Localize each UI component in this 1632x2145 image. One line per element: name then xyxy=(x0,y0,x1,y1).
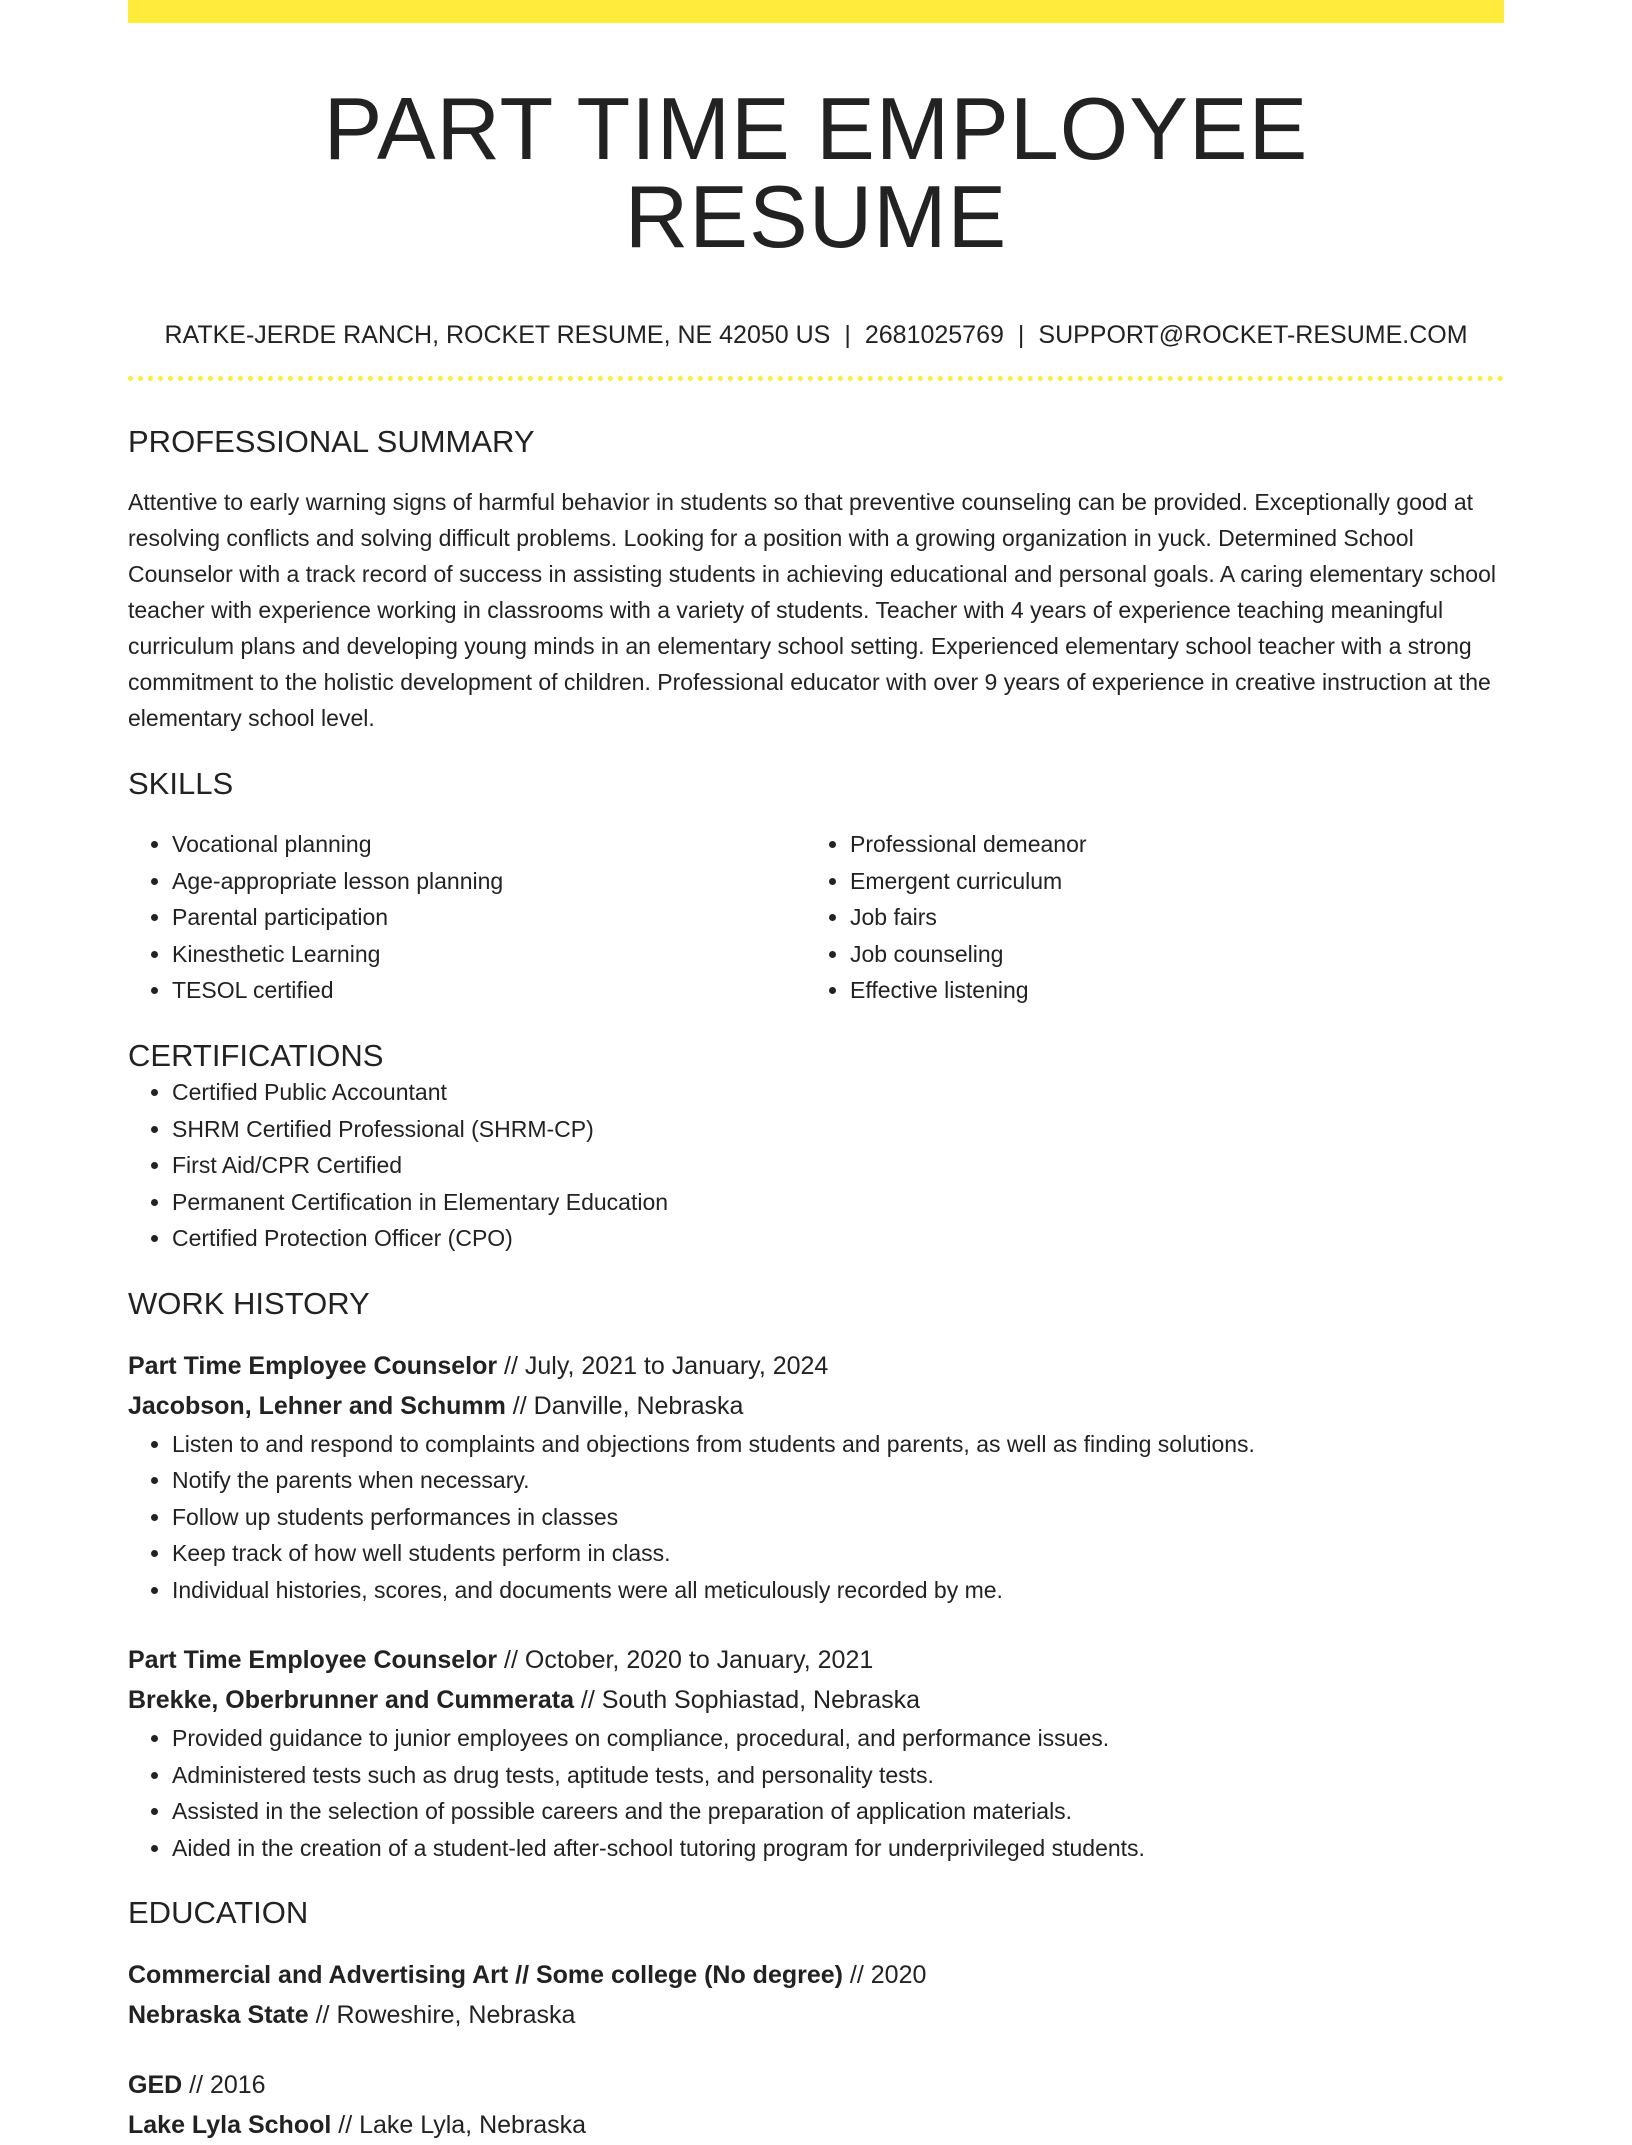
education-year: // 2020 xyxy=(842,1961,927,1990)
job-duty-item: • Keep track of how well students perform in class. xyxy=(172,1535,1504,1572)
job-duty-item: • Follow up students performances in classes xyxy=(172,1499,1504,1536)
job-title-line xyxy=(128,1640,1504,1680)
education-school-line xyxy=(128,2105,1504,2145)
contact-phone: 2681025769 xyxy=(864,321,1004,349)
job-title-line xyxy=(128,1346,1504,1386)
job-duties-list xyxy=(128,1720,1504,1866)
skill-item: • Kinesthetic Learning xyxy=(172,936,806,973)
job-duty-item: • Administered tests such as drug tests, aptitude tests, and personality tests. xyxy=(172,1757,1504,1794)
skill-item: • Parental participation xyxy=(172,899,806,936)
education-school-line xyxy=(128,1995,1504,2035)
job-company: Jacobson, Lehner and Schumm xyxy=(128,1391,506,1420)
skill-item: • Job counseling xyxy=(850,936,1484,973)
skill-item: • Emergent curriculum xyxy=(850,863,1484,900)
job-location: // South Sophiastad, Nebraska xyxy=(573,1686,921,1715)
job-duty-item: • Provided guidance to junior employees on compliance, procedural, and performance issues. xyxy=(172,1720,1504,1757)
certification-item: • Certified Protection Officer (CPO) xyxy=(172,1220,1504,1257)
certification-item: • First Aid/CPR Certified xyxy=(172,1147,1504,1184)
education-degree: GED xyxy=(128,2071,183,2100)
job-role: Part Time Employee Counselor xyxy=(128,1646,498,1675)
summary-heading: PROFESSIONAL SUMMARY xyxy=(128,424,535,459)
job-dates: // July, 2021 to January, 2024 xyxy=(497,1351,829,1380)
education-location: // Roweshire, Nebraska xyxy=(308,2001,576,2030)
contact-address: RATKE-JERDE RANCH, ROCKET RESUME, NE 42050 US xyxy=(164,321,831,349)
skill-item: • Effective listening xyxy=(850,972,1484,1009)
dotted-divider xyxy=(128,376,1504,381)
education-degree-line xyxy=(128,1955,1504,1995)
job-company: Brekke, Oberbrunner and Cummerata xyxy=(128,1686,574,1715)
education-school: Nebraska State xyxy=(128,2001,309,2030)
skills-heading: SKILLS xyxy=(128,766,234,802)
skills-columns xyxy=(128,826,1504,1009)
education-degree: Commercial and Advertising Art // Some college (No degree) xyxy=(128,1961,843,1990)
skill-item: • Professional demeanor xyxy=(850,826,1484,863)
job-role: Part Time Employee Counselor xyxy=(128,1351,498,1380)
education-year: // 2016 xyxy=(182,2071,266,2100)
education-degree-line xyxy=(128,2065,1504,2105)
contact-separator: | xyxy=(844,321,851,349)
resume-page xyxy=(128,0,1504,2145)
job-company-line xyxy=(128,1680,1504,1720)
job-duty-item: • Listen to and respond to complaints and objections from students and parents, as well as finding solutions. xyxy=(172,1426,1504,1463)
certification-item: • Certified Public Accountant xyxy=(172,1074,1504,1111)
accent-top-bar xyxy=(128,0,1504,23)
resume-name: PART TIME EMPLOYEE RESUME xyxy=(323,79,1309,266)
education-heading: EDUCATION xyxy=(128,1895,309,1931)
summary-text: Attentive to early warning signs of harmful behavior in students so that preventive counseling can be provided. Exceptionally good at resolving conflicts and solving difficult problems. Looking for a position with a growing organization in yuck. Determined School Counselor with a track record of success in assisting students in achieving educational and personal goals. A caring elementary school teacher with experience working in classrooms with a variety of students. Teacher with 4 years of experience teaching meaningful curriculum plans and developing young minds in an elementary school setting. Experienced elementary school teacher with a strong commitment to the holistic development of children. Professional educator with over 9 years of experience in creative instruction at the elementary school level. xyxy=(128,489,1496,732)
skill-item: • Vocational planning xyxy=(172,826,806,863)
job-duty-item: • Individual histories, scores, and documents were all meticulously recorded by me. xyxy=(172,1572,1504,1609)
certifications-list xyxy=(128,1074,1504,1257)
certification-item: • SHRM Certified Professional (SHRM-CP) xyxy=(172,1111,1504,1148)
job-duty-item: • Notify the parents when necessary. xyxy=(172,1462,1504,1499)
skill-item: • TESOL certified xyxy=(172,972,806,1009)
job-duty-item: • Assisted in the selection of possible careers and the preparation of application materials. xyxy=(172,1793,1504,1830)
contact-email: SUPPORT@ROCKET-RESUME.COM xyxy=(1038,321,1468,349)
skills-list-right xyxy=(806,826,1484,1009)
job-dates: // October, 2020 to January, 2021 xyxy=(497,1646,874,1675)
skill-item: • Age-appropriate lesson planning xyxy=(172,863,806,900)
education-location: // Lake Lyla, Nebraska xyxy=(331,2111,587,2140)
skill-item: • Job fairs xyxy=(850,899,1484,936)
job-duty-item: • Aided in the creation of a student-led after-school tutoring program for underprivileged students. xyxy=(172,1830,1504,1867)
work-history-heading: WORK HISTORY xyxy=(128,1285,370,1321)
certifications-heading: CERTIFICATIONS xyxy=(128,1037,384,1073)
job-company-line xyxy=(128,1386,1504,1426)
education-school: Lake Lyla School xyxy=(128,2111,332,2140)
contact-separator: | xyxy=(1017,321,1025,349)
job-duties-list xyxy=(128,1426,1504,1609)
job-location: // Danville, Nebraska xyxy=(505,1391,744,1420)
contact-line xyxy=(128,320,1504,350)
certification-item: • Permanent Certification in Elementary Education xyxy=(172,1184,1504,1221)
skills-list-left xyxy=(128,826,806,1009)
